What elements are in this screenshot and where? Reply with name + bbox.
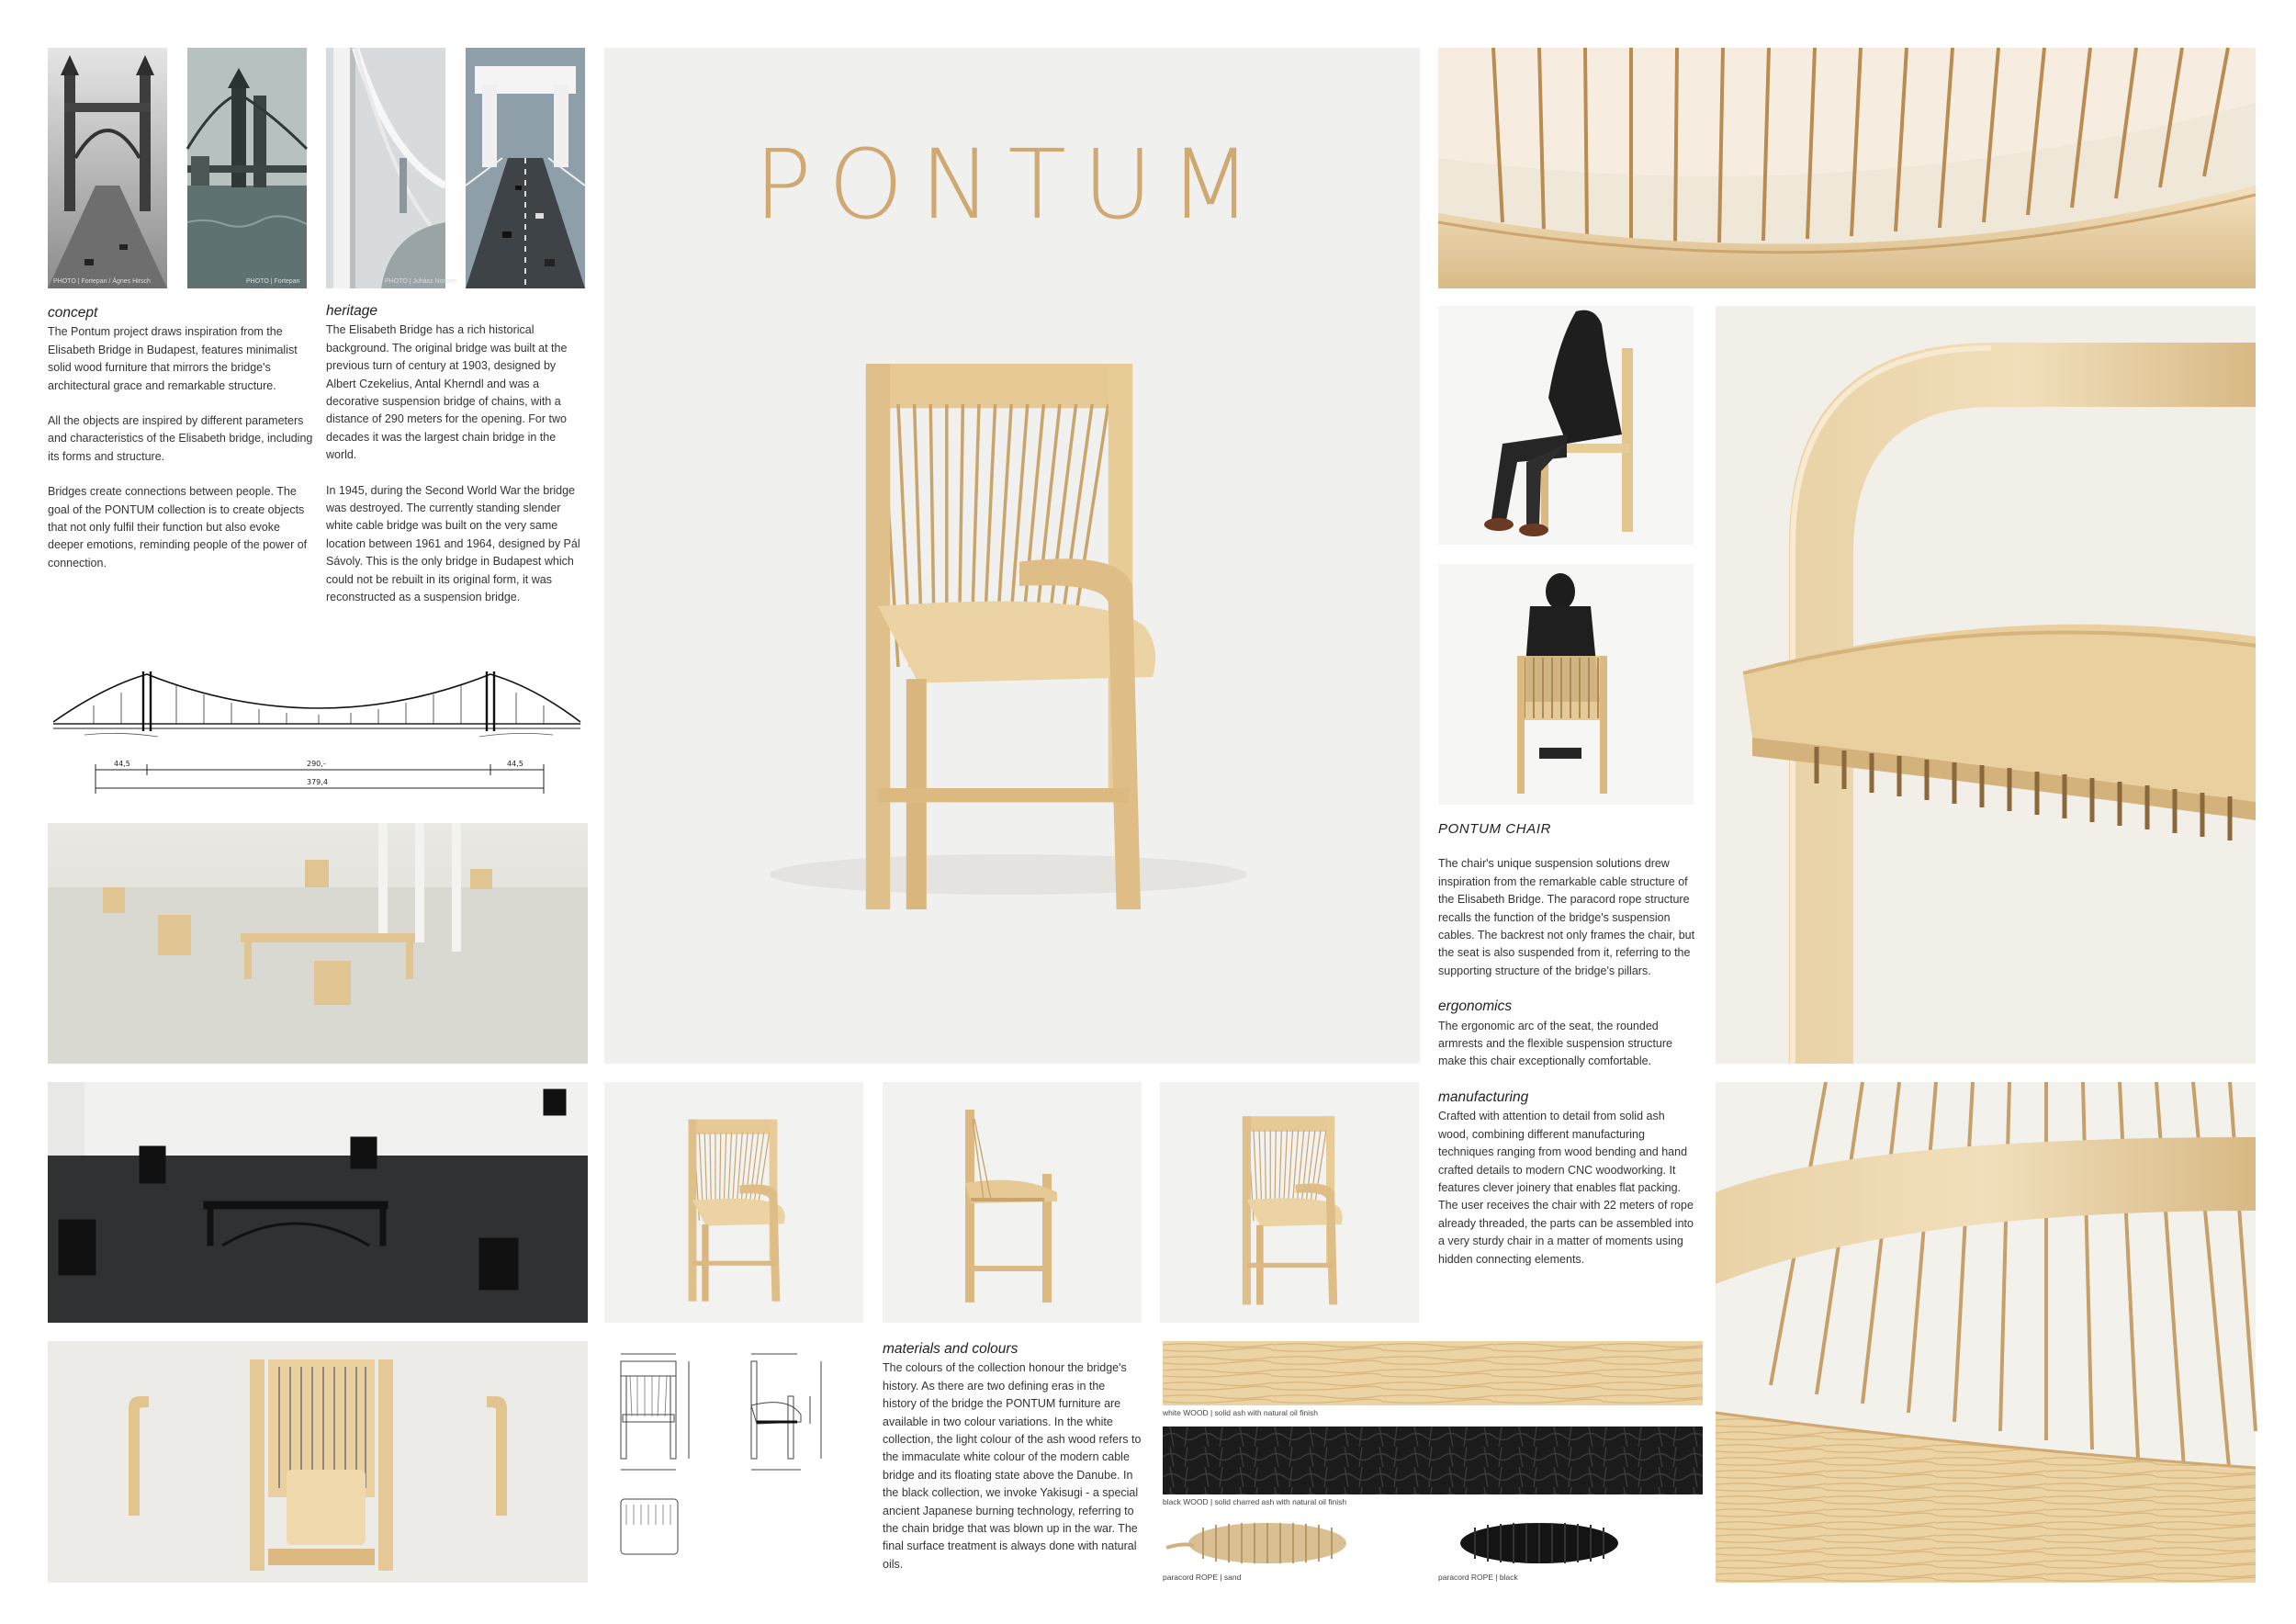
bridge-photo-2 — [187, 48, 307, 288]
black-wood-swatch — [1163, 1427, 1703, 1494]
bridge-photo-4 — [466, 48, 585, 288]
concept-heading: concept — [48, 305, 98, 321]
technical-drawings — [604, 1341, 863, 1583]
closeup-backrest-photo — [1438, 48, 2256, 288]
ergonomics-heading: ergonomics — [1438, 998, 1513, 1015]
concept-paragraph: The Pontum project draws inspiration from the Elisabeth Bridge in Budapest, features minimalist solid wood furniture that mirrors the bridge's architectural grace and remarkable structure. — [48, 325, 298, 392]
white-collection-room-render — [48, 823, 588, 1064]
materials-section — [883, 1340, 1142, 1591]
concept-paragraph: All the objects are inspired by different parameters and characteristics of the Elisabeth bridge, including its forms and structure. — [48, 414, 313, 463]
concept-section — [48, 304, 314, 590]
bridge-sketch — [48, 658, 588, 805]
materials-heading: materials and colours — [883, 1341, 1019, 1357]
heritage-section — [326, 302, 585, 625]
sand-rope-caption: paracord ROPE | sand — [1163, 1573, 1242, 1582]
photo-credit: PHOTO | Fortepan — [246, 278, 300, 285]
chair-side-view — [883, 1082, 1142, 1323]
black-rope-swatch — [1438, 1520, 1637, 1566]
dim-label: 379,4 — [307, 778, 328, 786]
heritage-heading: heritage — [326, 303, 378, 319]
bridge-photo-1 — [48, 48, 167, 288]
chair-front-view — [604, 1082, 863, 1323]
ergonomics-paragraph: The ergonomic arc of the seat, the rounded armrests and the flexible suspension structure make this chair exceptionally comfortable. — [1438, 1019, 1672, 1068]
dim-label: 44,5 — [114, 760, 130, 768]
heritage-paragraph: In 1945, during the Second World War the bridge was destroyed. The currently standing slender white cable bridge was built on the very same location between 1961 and 1964, designed by Pál Sávoly. This is the only bridge in Budapest which could not be rebuilt in its original form, it was reconstructed as a suspension bridge. — [326, 483, 580, 604]
white-wood-swatch — [1163, 1341, 1703, 1405]
closeup-seat-photo — [1716, 306, 2256, 1064]
chair-three-quarter-view — [1160, 1082, 1419, 1323]
heritage-paragraph: The Elisabeth Bridge has a rich historical background. The original bridge was built at the previous turn of century at 1903, designed by Albert Czekelius, Antal Kherndl and was a decorative suspension bridge of chains, with a distance of 290 meters for the opening. For two decades it was the largest chain bridge in the world. — [326, 323, 568, 462]
flat-pack-parts-photo — [48, 1341, 588, 1583]
sand-rope-swatch — [1166, 1520, 1365, 1566]
pontum-chair-paragraph: The chair's unique suspension solutions drew inspiration from the remarkable cable structure of the Elisabeth Bridge. The paracord rope structure recalls the function of the bridge's suspension cables. The backrest not only frames the chair, but the seat is also suspended from it, referring to the supporting structure of the bridge's pillars. — [1438, 857, 1695, 977]
photo-credit: PHOTO | Fortepan / Ágnes Hirsch — [53, 278, 151, 285]
black-wood-caption: black WOOD | solid charred ash with natural oil finish — [1163, 1497, 1347, 1506]
person-sitting-back-photo — [1438, 564, 1694, 805]
pontum-chair-heading: PONTUM CHAIR — [1438, 821, 1552, 837]
person-sitting-side-photo — [1438, 306, 1694, 545]
dim-label: 44,5 — [507, 760, 523, 768]
brand-title: PONTUM — [754, 129, 1268, 241]
bridge-photo-3 — [326, 48, 456, 288]
photo-credit: PHOTO | Juhász Norbert — [385, 278, 456, 285]
pontum-chair-section — [1438, 820, 1695, 1286]
black-collection-room-render — [48, 1082, 588, 1323]
white-wood-caption: white WOOD | solid ash with natural oil finish — [1163, 1408, 1318, 1417]
materials-paragraph: The colours of the collection honour the bridge's history. As there are two defining eras in the history of the bridge the PONTUM furniture are available in two colour variations. In the white collection, the light colour of the ash wood refers to the immaculate white colour of the modern cable bridge and its floating state above the Danube. In the black collection, we invoke Yakisugi - a special ancient Japanese burning technology, referring to the chain bridge that was blown up in the war. The final surface treatment is always done with natural oils. — [883, 1361, 1142, 1571]
manufacturing-paragraph: Crafted with attention to detail from solid ash wood, combining different manufacturing techniques ranging from wood bending and hand crafted details to modern CNC woodworking. It features clever joinery that enables flat packing. The user receives the chair with 22 meters of rope already threaded, the parts can be assembled into a very sturdy chair in a matter of moments using hidden connecting elements. — [1438, 1110, 1694, 1266]
concept-paragraph: Bridges create connections between people. The goal of the PONTUM collection is to create objects that not only fulfil their function but also evoke deeper emotions, reminding people of the power of connection. — [48, 485, 308, 570]
manufacturing-heading: manufacturing — [1438, 1088, 1529, 1105]
closeup-armrest-photo — [1716, 1082, 2256, 1583]
dim-label: 290,- — [307, 760, 326, 768]
black-rope-caption: paracord ROPE | black — [1438, 1573, 1518, 1582]
